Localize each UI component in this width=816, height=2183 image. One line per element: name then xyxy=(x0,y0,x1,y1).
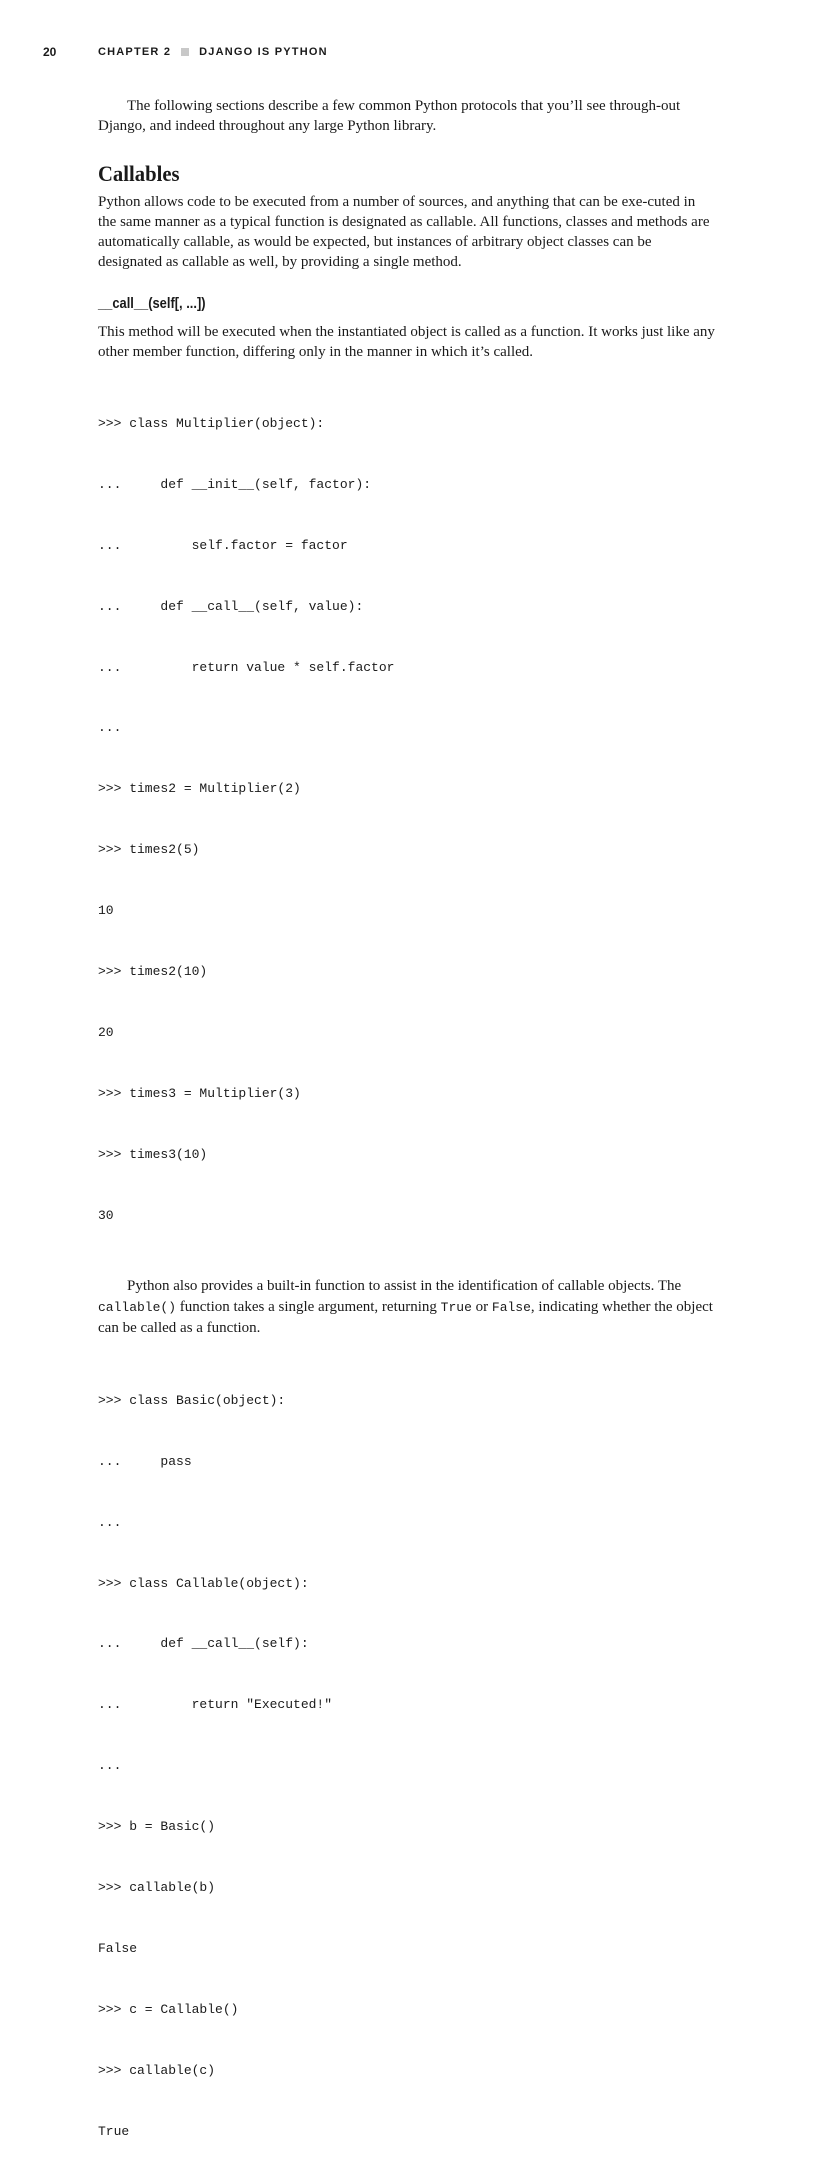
code-line: >>> class Multiplier(object): xyxy=(98,415,325,431)
code-line: ... def __call__(self): xyxy=(98,1636,309,1652)
subsection-paragraph: This method will be executed when the instantiated object is called as a function. It works just like any other member function, differing only in the manner in which it’s called. xyxy=(98,323,715,361)
code-line: ... xyxy=(98,720,122,736)
code-line: True xyxy=(98,2123,130,2139)
code-line: 30 xyxy=(98,1207,114,1223)
code-line: ... self.factor = factor xyxy=(98,537,348,553)
code-line: >>> class Basic(object): xyxy=(98,1392,286,1408)
code-line: ... def __init__(self, factor): xyxy=(98,476,372,492)
code-line: 20 xyxy=(98,1024,114,1040)
callable-paragraph-text: Python also provides a built-in function to assist in the identification of callable objects. The xyxy=(127,1278,682,1295)
inline-code-callable: callable() xyxy=(98,1299,177,1315)
code-line: 10 xyxy=(98,903,114,919)
section-heading-callables: Callables xyxy=(98,160,180,186)
intro-paragraph: The following sections describe a few common Python protocols that you’ll see through-out Django, and indeed throughout any large Python library. xyxy=(98,98,681,135)
code-line: ... return value * self.factor xyxy=(98,659,395,675)
code-line: >>> class Callable(object): xyxy=(98,1575,309,1591)
callable-paragraph-text: , indicating whether the object can be called as a function. xyxy=(98,1298,713,1337)
section-paragraph: Python allows code to be executed from a number of sources, and anything that can be exe-cuted in the same manner as a typical function is designated as callable. All functions, classes and methods are automatically callable, as would be expected, but instances of arbitrary object classes can be designated as callable as well, by providing a single method. xyxy=(98,193,710,271)
code-line: ... return "Executed!" xyxy=(98,1697,333,1713)
page-content xyxy=(98,96,716,2183)
code-line: >>> times2(10) xyxy=(98,963,208,979)
callable-paragraph-text: function takes a single argument, returning xyxy=(176,1298,441,1315)
callable-paragraph xyxy=(98,1276,716,1338)
code-line: >>> callable(b) xyxy=(98,1880,216,1896)
code-line: ... pass xyxy=(98,1453,192,1469)
code-block-callable-check xyxy=(98,1350,716,2182)
subsection-heading-call: __call__(self[, ...]) xyxy=(98,294,206,312)
code-line: >>> times3(10) xyxy=(98,1146,208,1162)
chapter-label: CHAPTER 2 xyxy=(98,46,172,58)
inline-code-false: False xyxy=(491,1299,531,1315)
code-line: >>> times2 = Multiplier(2) xyxy=(98,781,301,797)
code-line: >>> c = Callable() xyxy=(98,2001,239,2017)
code-line: ... def __call__(self, value): xyxy=(98,598,364,614)
inline-code-true: True xyxy=(440,1299,472,1315)
code-line: >>> callable(c) xyxy=(98,2062,216,2078)
page-number: 20 xyxy=(43,45,57,59)
code-line: ... xyxy=(98,1758,122,1774)
code-line: >>> b = Basic() xyxy=(98,1819,216,1835)
code-block-multiplier xyxy=(98,373,716,1266)
code-line: ... xyxy=(98,1514,122,1530)
code-line: False xyxy=(98,1940,138,1956)
header-separator-square xyxy=(181,48,189,56)
running-head xyxy=(43,44,328,60)
chapter-title: DJANGO IS PYTHON xyxy=(199,46,328,58)
code-line: >>> times3 = Multiplier(3) xyxy=(98,1085,301,1101)
code-line: >>> times2(5) xyxy=(98,842,200,858)
callable-paragraph-text: or xyxy=(471,1298,492,1315)
